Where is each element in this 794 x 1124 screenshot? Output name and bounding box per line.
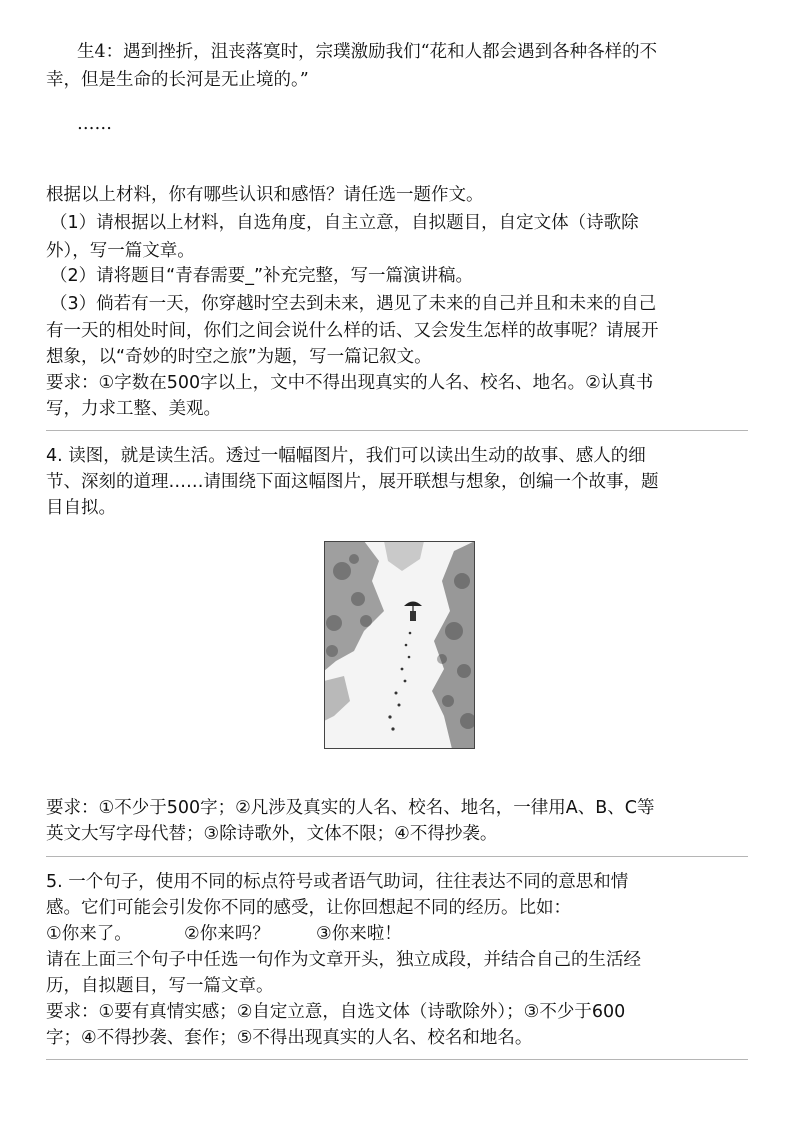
q4-requirement-line1: 要求：①不少于500字；②凡涉及真实的人名、校名、地名，一律用A、B、C等 [46, 798, 655, 818]
q5-line2: 感。它们可能会引发你不同的感受，让你回想起不同的经历。比如： [46, 898, 571, 918]
example-sentence-2: ②你来吗？ [184, 924, 270, 944]
divider [46, 430, 748, 431]
q5-line5: 历，自拟题目，写一篇文章。 [46, 976, 274, 996]
q3-option1-line2: 外），写一篇文章。 [46, 241, 195, 261]
q3-option1-line1: （1）请根据以上材料，自选角度，自主立意，自拟题目，自定文体（诗歌除 [50, 213, 639, 233]
example-sentence-1: ①你来了。 [46, 924, 132, 944]
ellipsis: …… [77, 114, 112, 134]
example-sentence-3: ③你来啦！ [316, 924, 402, 944]
q3-option3-line1: （3）倘若有一天，你穿越时空去到未来，遇见了未来的自己并且和未来的自己 [50, 294, 657, 314]
q4-line3: 目自拟。 [46, 498, 116, 518]
divider [46, 856, 748, 857]
q4-line2: 节、深刻的道理……请围绕下面这幅图片，展开联想与想象，创编一个故事，题 [46, 472, 659, 492]
q3-prompt: 根据以上材料，你有哪些认识和感悟？请任选一题作文。 [46, 185, 484, 205]
q3-requirement-line1: 要求：①字数在500字以上，文中不得出现真实的人名、校名、地名。②认真书 [46, 373, 654, 393]
student4-line1: 生4：遇到挫折，沮丧落寞时，宗璞激励我们“花和人都会遇到各种各样的不 [77, 42, 658, 62]
q3-option3-line2: 有一天的相处时间，你们之间会说什么样的话、又会发生怎样的故事呢？请展开 [46, 321, 659, 341]
divider [46, 1059, 748, 1060]
snow-path-illustration [324, 541, 475, 749]
q4-line1: 4. 读图，就是读生活。透过一幅幅图片，我们可以读出生动的故事、感人的细 [46, 446, 646, 466]
q3-requirement-line2: 写，力求工整、美观。 [46, 399, 221, 419]
student4-line2: 幸，但是生命的长河是无止境的。” [46, 70, 309, 90]
q5-requirement-line1: 要求：①要有真情实感；②自定立意，自选文体（诗歌除外）；③不少于600 [46, 1002, 626, 1022]
q5-line1: 5. 一个句子，使用不同的标点符号或者语气助词，往往表达不同的意思和情 [46, 872, 629, 892]
example-sentences [46, 922, 754, 947]
q5-requirement-line2: 字；④不得抄袭、套作；⑤不得出现真实的人名、校名和地名。 [46, 1028, 533, 1048]
q5-line4: 请在上面三个句子中任选一句作为文章开头，独立成段，并结合自己的生活经 [46, 950, 641, 970]
q4-requirement-line2: 英文大写字母代替；③除诗歌外，文体不限；④不得抄袭。 [46, 824, 498, 844]
q3-option3-line3: 想象，以“奇妙的时空之旅”为题，写一篇记叙文。 [46, 347, 432, 367]
q3-option2: （2）请将题目“青春需要_”补充完整，写一篇演讲稿。 [50, 266, 474, 286]
